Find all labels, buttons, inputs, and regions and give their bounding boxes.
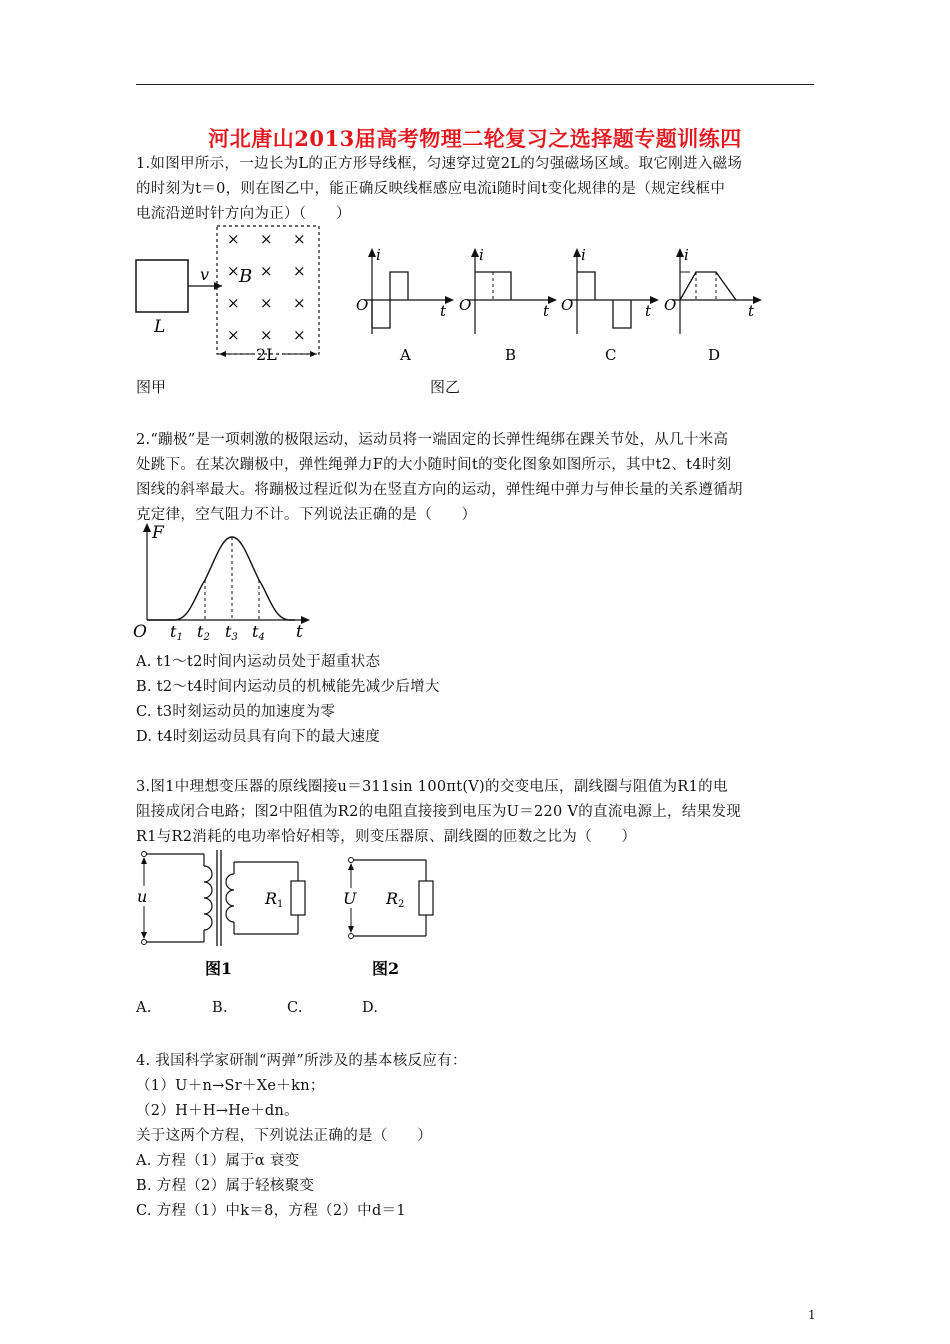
svg-text:t1: t1 bbox=[170, 622, 183, 643]
svg-text:R1: R1 bbox=[265, 889, 284, 910]
svg-text:×: × bbox=[227, 230, 240, 248]
square-loop bbox=[136, 260, 188, 312]
graph-label-b: B bbox=[505, 346, 517, 364]
square-label: L bbox=[154, 317, 166, 337]
q1-line-1: 1.如图甲所示，一边长为L的正方形导线框，匀速穿过宽2L的匀强磁场区域。取它刚进入磁场 bbox=[136, 156, 743, 172]
velocity-label: v bbox=[200, 265, 210, 284]
svg-text:u: u bbox=[137, 887, 148, 906]
q1-graph-b bbox=[455, 244, 560, 369]
fig2-caption: 图2 bbox=[372, 959, 400, 978]
q4-question: 关于这两个方程，下列说法正确的是（ ） bbox=[136, 1128, 432, 1144]
svg-text:t: t bbox=[296, 622, 303, 642]
q3-line-3: R1与R2消耗的电功率恰好相等，则变压器原、副线圈的匝数之比为（ ） bbox=[136, 829, 637, 845]
q2-option-b: B. t2～t4时间内运动员的机械能先减少后增大 bbox=[136, 679, 440, 695]
svg-text:O: O bbox=[664, 296, 677, 314]
q1-graph-d bbox=[660, 244, 770, 369]
q1-graph-c bbox=[557, 244, 662, 369]
fig1-caption: 图1 bbox=[205, 959, 233, 978]
q2-option-d: D. t4时刻运动员具有向下的最大速度 bbox=[136, 729, 381, 745]
svg-text:×: × bbox=[227, 262, 240, 280]
svg-text:i: i bbox=[376, 246, 381, 264]
graph-label-d: D bbox=[708, 346, 721, 364]
q4-option-a: A. 方程（1）属于α 衰变 bbox=[136, 1153, 300, 1169]
q2-line-1: 2.“蹦极”是一项刺激的极限运动，运动员将一端固定的长弹性绳绑在踝关节处，从几十米高 bbox=[136, 432, 729, 448]
svg-text:×: × bbox=[293, 294, 306, 312]
q3-option-c: C. bbox=[287, 1000, 303, 1016]
q1-line-2: 的时刻为t＝0，则在图乙中，能正确反映线框感应电流i随时间t变化规律的是（规定线框中 bbox=[136, 181, 726, 197]
q4-option-c: C. 方程（1）中k＝8，方程（2）中d＝1 bbox=[136, 1203, 406, 1219]
force-curve bbox=[147, 537, 295, 620]
svg-text:t4: t4 bbox=[252, 622, 265, 643]
page-number: 1 bbox=[808, 1308, 816, 1322]
svg-text:t: t bbox=[440, 302, 447, 320]
q4-option-b: B. 方程（2）属于轻核聚变 bbox=[136, 1178, 315, 1194]
q3-option-d: D. bbox=[362, 1000, 379, 1016]
svg-text:×: × bbox=[227, 326, 240, 344]
svg-text:i: i bbox=[581, 246, 586, 264]
width-label: 2L bbox=[256, 345, 277, 364]
q1-graph-a bbox=[352, 244, 457, 369]
q2-line-2: 处跳下。在某次蹦极中，弹性绳弹力F的大小随时间t的变化图象如图所示，其中t2、t4时刻 bbox=[136, 457, 732, 473]
svg-text:t: t bbox=[748, 302, 755, 320]
svg-text:×: × bbox=[293, 326, 306, 344]
svg-text:U: U bbox=[343, 889, 357, 908]
page-title: 河北唐山2013届高考物理二轮复习之选择题专题训练四 bbox=[208, 126, 742, 151]
svg-text:t3: t3 bbox=[225, 622, 238, 643]
svg-text:×: × bbox=[260, 230, 273, 248]
q1-figure-left bbox=[130, 220, 330, 370]
q3-option-b: B. bbox=[212, 1000, 228, 1016]
svg-text:×: × bbox=[260, 262, 273, 280]
caption-right: 图乙 bbox=[430, 378, 461, 396]
q3-line-1: 3.图1中理想变压器的原线圈接u＝311sin 100πt(V)的交变电压，副线圈与阻值为R1的电 bbox=[136, 779, 728, 795]
caption-left: 图甲 bbox=[136, 378, 167, 396]
svg-text:O: O bbox=[561, 296, 574, 314]
q3-figure-2 bbox=[338, 848, 448, 983]
resistor-r1 bbox=[291, 881, 305, 915]
svg-text:t2: t2 bbox=[197, 622, 210, 643]
svg-text:O: O bbox=[133, 622, 147, 642]
q3-figure-1 bbox=[128, 848, 318, 983]
svg-text:F: F bbox=[152, 523, 164, 543]
graph-label-a: A bbox=[400, 346, 411, 364]
q2-option-a: A. t1～t2时间内运动员处于超重状态 bbox=[136, 654, 381, 670]
header-rule bbox=[136, 84, 814, 85]
q2-line-4: 克定律，空气阻力不计。下列说法正确的是（ ） bbox=[136, 507, 477, 523]
svg-text:×: × bbox=[293, 230, 306, 248]
svg-text:×: × bbox=[227, 294, 240, 312]
q3-option-a: A. bbox=[136, 1000, 152, 1016]
svg-text:×: × bbox=[260, 294, 273, 312]
svg-text:×: × bbox=[293, 262, 306, 280]
q2-force-graph bbox=[130, 520, 320, 645]
q4-equation-2: （2）H＋H→He＋dn。 bbox=[136, 1103, 299, 1119]
q1-line-3: 电流沿逆时针方向为正）（ ） bbox=[136, 206, 351, 222]
q4-equation-1: （1）U＋n→Sr＋Xe＋kn； bbox=[136, 1078, 325, 1094]
q3-line-2: 阻接成闭合电路；图2中阻值为R2的电阻直接接到电压为U＝220 V的直流电源上，结果发现 bbox=[136, 804, 742, 820]
field-label: B bbox=[239, 266, 253, 287]
svg-text:i: i bbox=[684, 246, 689, 264]
q2-line-3: 图线的斜率最大。将蹦极过程近似为在竖直方向的运动，弹性绳中弹力与伸长量的关系遵循胡 bbox=[136, 482, 743, 498]
svg-text:t: t bbox=[645, 302, 652, 320]
resistor-r2 bbox=[419, 881, 433, 915]
graph-label-c: C bbox=[605, 346, 617, 364]
svg-text:t: t bbox=[543, 302, 550, 320]
q2-option-c: C. t3时刻运动员的加速度为零 bbox=[136, 704, 336, 720]
q4-line-1: 4. 我国科学家研制“两弹”所涉及的基本核反应有： bbox=[136, 1053, 467, 1069]
svg-text:O: O bbox=[459, 296, 472, 314]
svg-text:×: × bbox=[260, 326, 273, 344]
svg-text:O: O bbox=[356, 296, 369, 314]
svg-text:i: i bbox=[479, 246, 484, 264]
svg-text:R2: R2 bbox=[386, 889, 405, 910]
